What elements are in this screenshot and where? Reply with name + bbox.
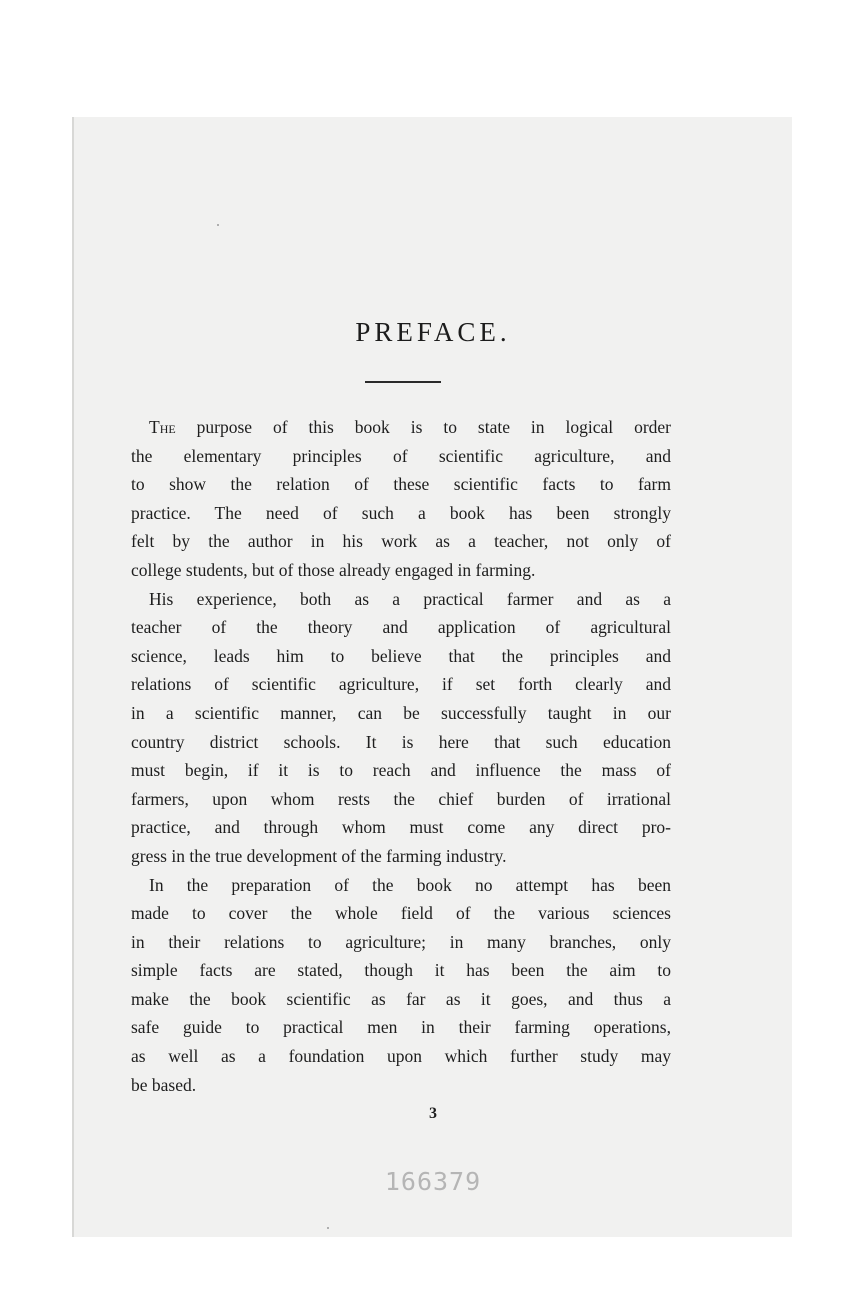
text-line: college students, but of those already engaged in farming. [131,559,536,580]
text-line: to show the relation of these scientific facts to farm [131,474,671,495]
text-line: relations of scientific agriculture, if set forth clearly and [131,674,671,695]
scanned-page [72,117,792,1237]
page-title: PREFACE. [355,317,511,347]
title-rule [365,381,441,383]
text-line: as well as a foundation upon which further study may [131,1046,671,1067]
text-line [131,413,671,442]
scan-speck [217,224,219,226]
text-line: in a scientific manner, can be successfully taught in our [131,702,671,723]
text-line: made to cover the whole field of the various sciences [131,903,671,924]
text-line: be based. [131,1074,197,1095]
text-line: practice, and through whom must come any direct pro- [131,817,671,838]
text-line: felt by the author in his work as a teacher, not only of [131,531,671,552]
text-line: in their relations to agriculture; in many branches, only [131,931,671,952]
text-line: farmers, upon whom rests the chief burden of irrational [131,788,671,809]
text-line: In the preparation of the book no attempt has been [149,874,671,895]
text-line: must begin, if it is to reach and influence the mass of [131,760,671,781]
text-line: safe guide to practical men in their farming operations, [131,1017,671,1038]
text-line: teacher of the theory and application of agricultural [131,617,671,638]
library-stamp: 166379 [384,1167,482,1196]
text-line: make the book scientific as far as it goes, and thus a [131,988,671,1009]
text-line: gress in the true development of the farming industry. [131,845,507,866]
text-line: practice. The need of such a book has been strongly [131,502,671,523]
text-line: simple facts are stated, though it has been the aim to [131,960,671,981]
page-number: 3 [429,1105,437,1122]
text-line: country district schools. It is here that such education [131,731,671,752]
text-line: science, leads him to believe that the principles and [131,645,671,666]
text-line: His experience, both as a practical farmer and as a [149,588,671,609]
text-line: the elementary principles of scientific agriculture, and [131,445,671,466]
preface-body [131,413,671,1099]
scan-speck [327,1227,329,1229]
line-text: purpose of this book is to state in logical order [175,417,671,437]
lead-word: The [149,417,176,437]
